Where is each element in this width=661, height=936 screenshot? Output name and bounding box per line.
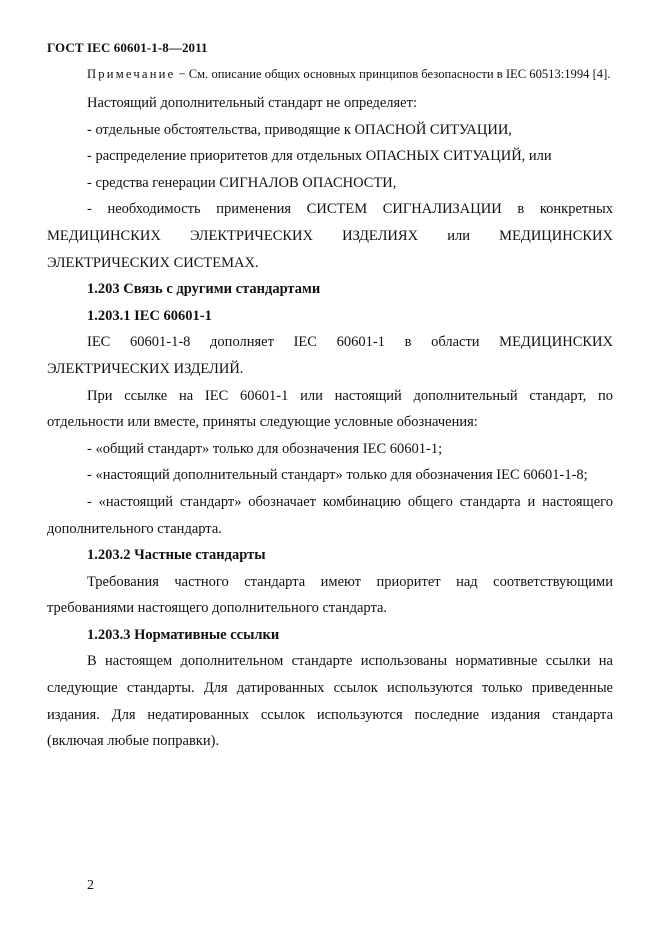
note-text: − См. описание общих основных принципов безопасности в IEC 60513:1994 [4]. (175, 67, 611, 81)
paragraph: В настоящем дополнительном стандарте использованы нормативные ссылки на следующие стандарты. Для датированных ссылок используются только приведенные издания. Для недатированных ссылок используются последние издания стандарта (включая любые поправки). (47, 653, 613, 750)
subsection-heading-1-203-1: 1.203.1 IEC 60601-1 (87, 307, 212, 324)
section-heading-1-203: 1.203 Связь с другими стандартами (87, 281, 321, 298)
convention-item: - «настоящий стандарт» обозначает комбинацию общего стандарта и настоящего дополнительного стандарта. (47, 493, 613, 537)
scope-item: - средства генерации СИГНАЛОВ ОПАСНОСТИ, (87, 174, 397, 191)
scope-item: - отдельные обстоятельства, приводящие к ОПАСНОЙ СИТУАЦИИ, (87, 121, 512, 138)
scope-item: - необходимость применения СИСТЕМ СИГНАЛИЗАЦИИ в конкретных МЕДИЦИНСКИХ ЭЛЕКТРИЧЕСКИХ ИЗДЕЛИЯХ или МЕДИЦИНСКИХ ЭЛЕКТРИЧЕСКИХ СИСТЕМАХ. (47, 201, 613, 271)
note-label: Примечание (87, 67, 176, 81)
paragraph: Требования частного стандарта имеют приоритет над соответствующими требованиями настоящего дополнительного стандарта. (47, 573, 613, 617)
subsection-heading-1-203-3: 1.203.3 Нормативные ссылки (87, 626, 280, 643)
paragraph: При ссылке на IEC 60601-1 или настоящий дополнительный стандарт, по отдельности или вместе, приняты следующие условные обозначения: (47, 387, 613, 431)
scope-item: - распределение приоритетов для отдельных ОПАСНЫХ СИТУАЦИЙ, или (87, 148, 552, 165)
document-body (47, 62, 613, 755)
note-paragraph (47, 62, 613, 86)
page-number: 2 (87, 878, 94, 893)
convention-item: - «настоящий дополнительный стандарт» только для обозначения IEC 60601-1-8; (87, 467, 588, 484)
convention-item: - «общий стандарт» только для обозначения IEC 60601-1; (87, 440, 443, 457)
paragraph: IEC 60601-1-8 дополняет IEC 60601-1 в области МЕДИЦИНСКИХ ЭЛЕКТРИЧЕСКИХ ИЗДЕЛИЙ. (47, 334, 613, 377)
subsection-heading-1-203-2: 1.203.2 Частные стандарты (87, 547, 266, 564)
document-header: ГОСТ IEC 60601-1-8—2011 (47, 40, 208, 55)
scope-intro: Настоящий дополнительный стандарт не определяет: (87, 95, 417, 111)
